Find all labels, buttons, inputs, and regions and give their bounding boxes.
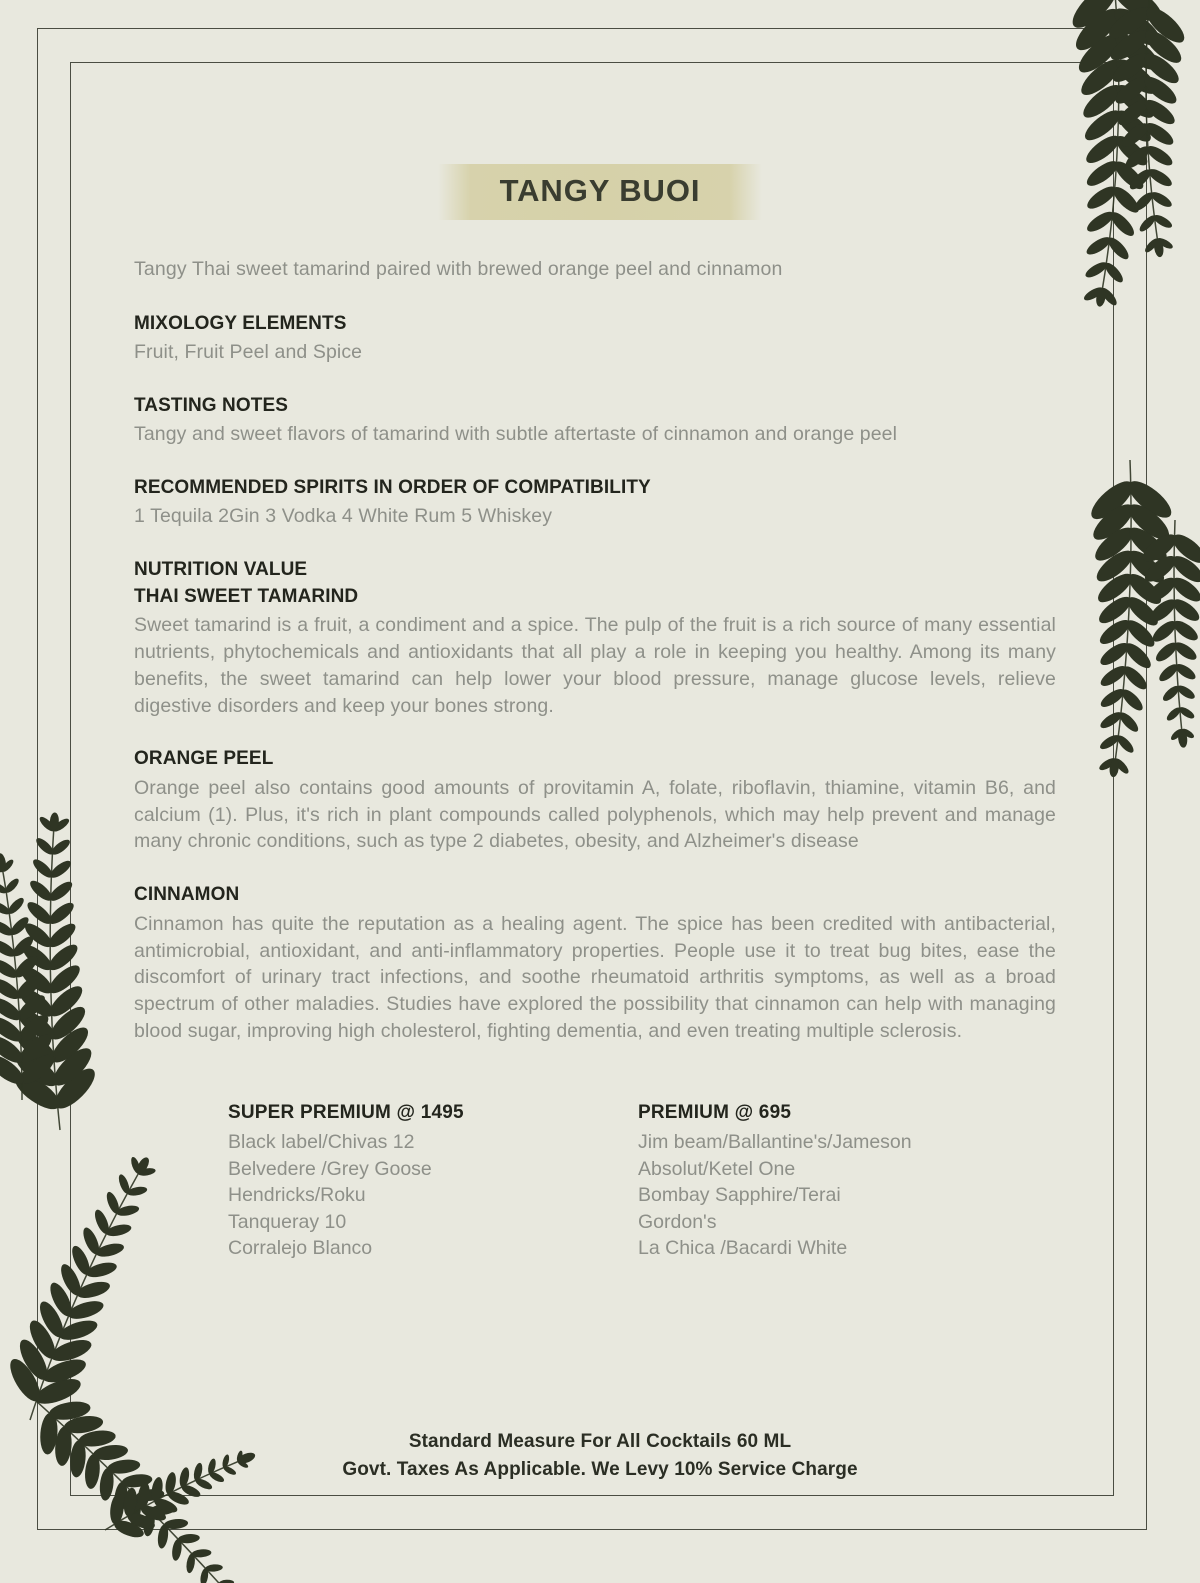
spirits-column-super-premium <box>228 1102 638 1262</box>
nutrition-body: Sweet tamarind is a fruit, a condiment and a spice. The pulp of the fruit is a rich source of many essential nutrients, phytochemicals and antioxidants that all play a role in keeping you healthy. Among its many benefits, the sweet tamarind can help lower your blood pressure, manage glucose levels, relieve digestive disorders and keep your bones strong. <box>134 613 1056 717</box>
spirit-item: Gordon's <box>638 1210 717 1233</box>
spirit-item: Bombay Sapphire/Terai <box>638 1184 841 1207</box>
section-heading: RECOMMENDED SPIRITS IN ORDER OF COMPATIBILITY <box>134 477 651 499</box>
cinnamon-body: Cinnamon has quite the reputation as a healing agent. The spice has been credited with antibacterial, antimicrobial, antioxidant, and anti-inflammatory properties. People use it to treat bug bites, ease the discomfort of urinary tract infections, and soothe rheumatoid arthritis symptoms, as well as a broad spectrum of other maladies. Studies have explored the possibility that cinnamon can help with managing blood sugar, improving high cholesterol, fighting dementia, and even treating multiple sclerosis. <box>134 912 1056 1043</box>
spirits-price-lists <box>228 1102 1088 1262</box>
section-orange-peel <box>134 746 1056 855</box>
intro-description: Tangy Thai sweet tamarind paired with brewed orange peel and cinnamon <box>134 258 783 280</box>
spirit-item: Belvedere /Grey Goose <box>228 1157 432 1180</box>
page-footer <box>0 1428 1200 1483</box>
footer-tax-note: Govt. Taxes As Applicable. We Levy 10% Service Charge <box>342 1458 858 1480</box>
section-heading: MIXOLOGY ELEMENTS <box>134 313 347 334</box>
section-heading: TASTING NOTES <box>134 395 289 417</box>
spirit-item: La Chica /Bacardi White <box>638 1237 848 1260</box>
spirit-item: Hendricks/Roku <box>228 1184 366 1207</box>
spirit-item: Jim beam/Ballantine's/Jameson <box>638 1131 912 1153</box>
spirits-column-premium <box>638 1102 1048 1262</box>
section-nutrition-value <box>134 557 1056 719</box>
spirit-item: Corralejo Blanco <box>228 1237 373 1260</box>
orange-peel-body: Orange peel also contains good amounts of provitamin A, folate, riboflavin, thiamine, vitamin B6, and calcium (1). Plus, it's rich in plant compounds called polyphenols, which may help prevent and manage many chronic conditions, such as type 2 diabetes, obesity, and Alzheimer's disease <box>134 776 1056 853</box>
nutrition-heading: NUTRITION VALUE <box>134 559 308 581</box>
section-mixology-elements <box>134 311 1056 366</box>
section-body: Tangy and sweet flavors of tamarind with subtle aftertaste of cinnamon and orange peel <box>134 423 898 446</box>
spirit-item: Tanqueray 10 <box>228 1210 347 1233</box>
title-text: TANGY BUOI <box>499 173 701 208</box>
cinnamon-heading: CINNAMON <box>134 884 240 906</box>
premium-heading: PREMIUM @ 695 <box>638 1102 792 1123</box>
premium-items <box>638 1129 1048 1262</box>
section-body: 1 Tequila 2Gin 3 Vodka 4 White Rum 5 Whiskey <box>134 505 553 528</box>
spirit-item: Black label/Chivas 12 <box>228 1131 415 1153</box>
orange-peel-heading: ORANGE PEEL <box>134 748 274 770</box>
body-column <box>134 258 1056 1072</box>
super-premium-heading: SUPER PREMIUM @ 1495 <box>228 1102 464 1123</box>
title-highlight-band <box>438 164 763 220</box>
section-recommended-spirits <box>134 475 1056 530</box>
section-cinnamon <box>134 882 1056 1045</box>
footer-measure-note: Standard Measure For All Cocktails 60 ML <box>408 1431 792 1452</box>
super-premium-items <box>228 1129 638 1262</box>
page-title <box>0 164 1200 220</box>
nutrition-subheading: THAI SWEET TAMARIND <box>134 585 359 607</box>
section-body: Fruit, Fruit Peel and Spice <box>134 341 363 364</box>
spirit-item: Absolut/Ketel One <box>638 1157 796 1180</box>
section-tasting-notes <box>134 393 1056 448</box>
